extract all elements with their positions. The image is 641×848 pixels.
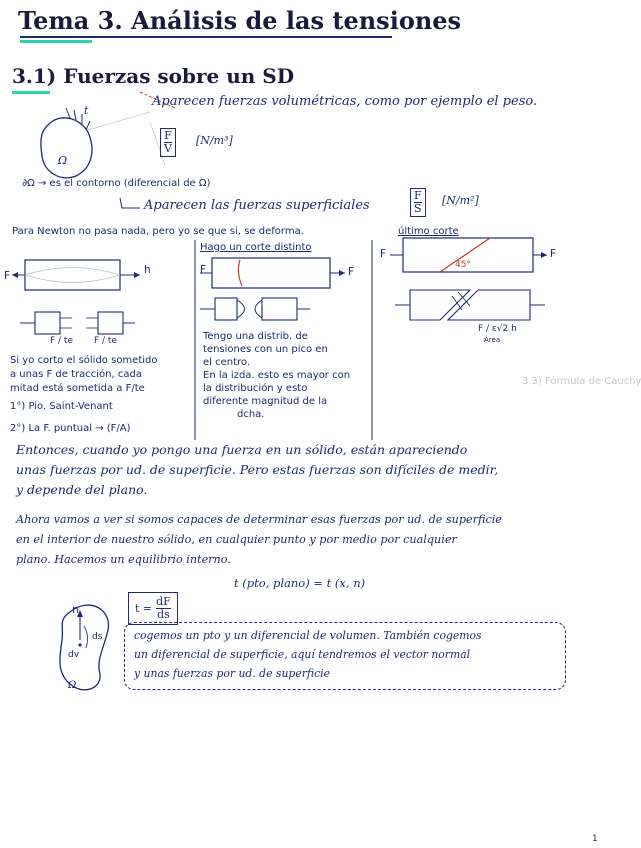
surface-forces-note: Aparecen las fuerzas superficiales bbox=[144, 198, 370, 213]
area-caption: Área bbox=[484, 336, 501, 344]
explanation-line: cogemos un pto y un diferencial de volumen. También cogemos bbox=[134, 629, 482, 642]
force-label-far-right: F bbox=[550, 248, 557, 260]
half-force-label-left: F / te bbox=[50, 336, 73, 346]
area-label: F / ε√2 h bbox=[478, 324, 517, 334]
different-cut-heading: Hago un corte distinto bbox=[200, 242, 312, 253]
force-label-left: F bbox=[4, 270, 11, 282]
traction-vector-note: t (pto, plano) = t (x, n) bbox=[234, 576, 366, 590]
center-note-line: dcha. bbox=[237, 409, 265, 420]
solid-body-sketch bbox=[41, 118, 92, 178]
explanation-line: un diferencial de superficie, aquí tendremos el vector normal bbox=[134, 648, 471, 661]
center-note-line: la distribución y esto bbox=[203, 383, 308, 394]
newton-note: Para Newton no pasa nada, pero yo se que si, se deforma. bbox=[12, 226, 304, 237]
angle-label: 45° bbox=[455, 260, 471, 270]
force-label-right: F bbox=[380, 248, 387, 260]
domain-label-bottom: Ω bbox=[68, 680, 77, 691]
paragraph-2 bbox=[16, 510, 502, 570]
volumetric-unit: [N/m³] bbox=[196, 134, 233, 147]
center-notes bbox=[203, 330, 350, 421]
left-notes bbox=[10, 354, 158, 436]
dv-label: dv bbox=[68, 650, 80, 660]
faded-show-through-text: 3.3) Fórmula de Cauchy bbox=[522, 376, 641, 387]
surf-den: S bbox=[414, 202, 422, 215]
force-label-center: F bbox=[200, 264, 207, 276]
center-note-line: Tengo una distrib. de bbox=[203, 331, 308, 342]
domain-label: Ω bbox=[58, 154, 68, 167]
page-number: 1 bbox=[592, 834, 598, 844]
paragraph-line: en el interior de nuestro sólido, en cualquier punto y por medio por cualquier bbox=[16, 533, 457, 546]
normal-vector-label: n bbox=[72, 604, 79, 616]
paragraph-line: plano. Hacemos un equilibrio interno. bbox=[16, 553, 231, 566]
paragraph-line: unas fuerzas por ud. de superficie. Pero estas fuerzas son difíciles de medir, bbox=[16, 462, 499, 477]
formula-den: ds bbox=[157, 608, 170, 621]
vol-num: F bbox=[164, 129, 172, 142]
left-note-line: Si yo corto el sólido sometido bbox=[10, 355, 158, 366]
paragraph-line: Ahora vamos a ver si somos capaces de determinar esas fuerzas por ud. de superficie bbox=[16, 513, 502, 526]
explanation-notes bbox=[134, 626, 482, 683]
force-label-center-right: F bbox=[348, 266, 355, 278]
section-heading: 3.1) Fuerzas sobre un SD bbox=[12, 64, 295, 88]
paragraph-line: y depende del plano. bbox=[16, 482, 148, 497]
center-note-line: diferente magnitud de la bbox=[203, 396, 328, 407]
contour-note: ∂Ω → es el contorno (diferencial de Ω) bbox=[22, 178, 211, 189]
left-note-line: 1°) Pio. Saint-Venant bbox=[10, 401, 113, 412]
center-note-line: En la izda. esto es mayor con bbox=[203, 370, 351, 381]
surf-num: F bbox=[414, 189, 422, 202]
solid-body-sketch-bottom bbox=[60, 605, 109, 690]
paragraph-1 bbox=[16, 440, 498, 500]
formula-lhs: t = bbox=[135, 601, 153, 615]
left-note-line: 2°) La F. puntual → (F/A) bbox=[10, 423, 131, 434]
explanation-line: y unas fuerzas por ud. de superficie bbox=[134, 667, 330, 680]
left-note-line: a unas F de tracción, cada bbox=[10, 369, 142, 380]
half-force-label-right: F / te bbox=[94, 336, 117, 346]
page-title: Tema 3. Análisis de las tensiones bbox=[18, 6, 462, 35]
surface-unit: [N/m²] bbox=[442, 194, 479, 207]
traction-definition-box bbox=[128, 592, 178, 625]
paragraph-line: Entonces, cuando yo pongo una fuerza en un sólido, están apareciendo bbox=[16, 442, 468, 457]
left-note-line: mitad está sometida a F/te bbox=[10, 383, 145, 394]
last-cut-heading: último corte bbox=[398, 226, 459, 237]
center-note-line: tensiones con un pico en bbox=[203, 344, 328, 355]
ds-label: ds bbox=[92, 632, 103, 642]
formula-fraction bbox=[156, 596, 171, 621]
height-label: h bbox=[144, 264, 151, 276]
vol-den: V bbox=[164, 142, 172, 155]
surface-unit-fraction bbox=[410, 188, 426, 217]
center-note-line: el centro. bbox=[203, 357, 251, 368]
volumetric-forces-note: Aparecen fuerzas volumétricas, como por ejemplo el peso. bbox=[152, 94, 538, 109]
formula-num: dF bbox=[156, 595, 171, 608]
volumetric-unit-fraction bbox=[160, 128, 176, 157]
traction-label: t bbox=[84, 104, 89, 117]
